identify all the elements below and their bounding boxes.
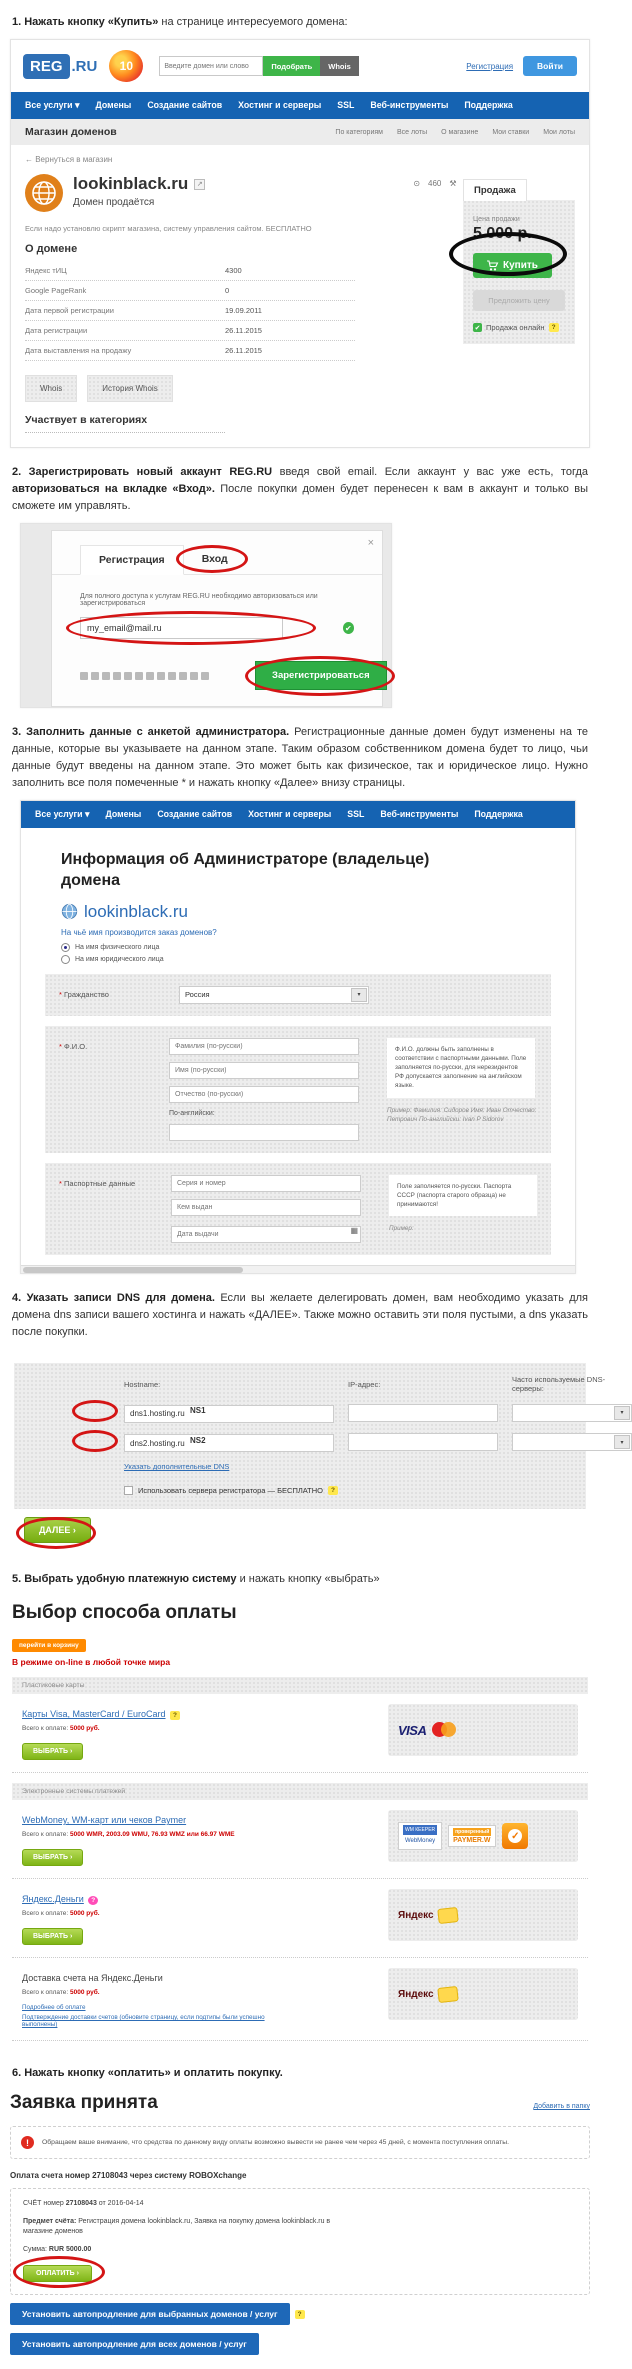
checkbox-checked-icon: ✔ (474, 324, 481, 332)
tab-register[interactable]: Регистрация (80, 545, 184, 575)
valid-check-icon: ✔ (343, 622, 354, 634)
tab-login[interactable] (184, 545, 246, 574)
nav-all-services[interactable]: Все услуги ▾ (35, 809, 90, 820)
step6-text (12, 2065, 588, 2082)
citizenship-value: Россия (185, 990, 210, 1000)
dns-panel (14, 1363, 624, 1536)
mastercard-logo (432, 1722, 458, 1738)
radio-company-row[interactable] (61, 955, 535, 964)
payment-logos (388, 1889, 578, 1941)
ns2-label: NS2 (190, 1435, 206, 1445)
yandex-logo: Яндекс (398, 1987, 458, 2002)
step6-bold: 6. Нажать кнопку «оплатить» и оплатить покупку. (12, 2067, 283, 2080)
common-dns-header: Часто используемые DNS-серверы: (512, 1375, 606, 1394)
nav-support[interactable]: Поддержка (464, 100, 513, 111)
main-nav (21, 801, 575, 828)
row-label: Дата первой регистрации (25, 306, 114, 316)
fio-panel (45, 1026, 551, 1153)
choose-button[interactable]: ВЫБРАТЬ › (22, 1743, 83, 1760)
sale-sidebar (463, 179, 575, 344)
ns1-label: NS1 (190, 1406, 206, 1416)
views-icon: ⊙ (413, 179, 421, 189)
whois-history-button[interactable]: История Whois (87, 375, 172, 402)
payment-logos (388, 1704, 578, 1756)
buy-button-label: Купить (503, 260, 538, 272)
domain-stats (413, 179, 469, 188)
passport-serial-field[interactable] (171, 1175, 361, 1192)
step5-rest: и нажать кнопку «выбрать» (236, 1573, 380, 1586)
regru-logo (23, 54, 97, 79)
row-value: 19.09.2011 (225, 306, 262, 316)
login-button[interactable]: Войти (523, 56, 577, 76)
firstname-field[interactable] (169, 1062, 359, 1079)
radio-selected-icon[interactable] (61, 943, 70, 952)
social-login-icons[interactable] (80, 672, 209, 680)
step2-text (12, 464, 588, 515)
payment-name: Доставка счета на Яндекс.Деньги (22, 1973, 163, 1984)
payment-details-link[interactable]: Подробнее об оплате (22, 2004, 86, 2012)
row-label: Google PageRank (25, 286, 87, 296)
about-domain-title: О домене (25, 243, 78, 256)
step2-bold2: авторизоваться на вкладке «Вход». (12, 483, 215, 496)
ip-header: IP-адрес: (348, 1379, 381, 1389)
form-domain-name: lookinblack.ru (84, 901, 188, 921)
sale-tab[interactable]: Продажа (463, 179, 527, 201)
payment-total: Всего к оплате: 5000 руб. (22, 1725, 100, 1733)
step4-text (12, 1290, 588, 1341)
middlename-field[interactable] (169, 1086, 359, 1103)
fio-label: * Ф.И.О. (59, 1041, 88, 1051)
secure-check-badge: ✓ (502, 1823, 528, 1849)
invoice-subject-line: Предмет счёта: Регистрация домена lookinblack.ru, Заявка на покупку домена lookinblack.ru в магазине доменов (23, 2217, 331, 2236)
step1-rest: на странице интересуемого домена: (158, 16, 348, 28)
nav-webtools[interactable]: Веб-инструменты (380, 809, 459, 820)
autorenew-selected-button[interactable]: Установить автопродление для выбранных доменов / услуг (10, 2303, 290, 2325)
nav-ssl[interactable]: SSL (347, 809, 365, 820)
bids-icon: ⚒ (449, 179, 457, 189)
hostname-header: Hostname: (124, 1379, 161, 1389)
seller-promo-text: Если надо установлю скрипт магазина, систему управления сайтом. БЕСПЛАТНО (25, 224, 312, 234)
lastname-field[interactable] (169, 1038, 359, 1055)
domain-search (159, 56, 358, 76)
email-row (80, 617, 354, 639)
step3-bold: 3. Заполнить данные с анкетой администратора. (12, 726, 290, 739)
price-value: 5 000 р. (473, 225, 532, 243)
help-icon[interactable]: ? (170, 1711, 180, 1720)
tab-login-label: Вход (201, 553, 228, 566)
screenshot-admin-form (20, 800, 576, 1274)
fio-note: Ф.И.О. должны быть заполнены в соответствии с паспортными данными. Поле заполняется по-русски, для нерезидентов РФ допускается заполнение на английском языке. (387, 1038, 535, 1098)
nav-site-creation[interactable]: Создание сайтов (157, 809, 233, 820)
radio-person-label: На имя физического лица (75, 943, 160, 951)
passport-example: Пример: (389, 1225, 414, 1233)
table-row (25, 321, 355, 341)
group-plastic-cards: Пластиковые карты (12, 1677, 588, 1694)
step2-bold1: 2. Зарегистрировать новый аккаунт REG.RU (12, 466, 273, 479)
citizenship-panel (45, 974, 551, 1016)
screenshot-regru-domain-page (10, 39, 590, 448)
step5-text (12, 1571, 588, 1588)
fio-example: Пример: Фамилия: Сидоров Имя: Иван Отчество: Петрович По-английски: Ivan P Sidorov (387, 1106, 537, 1124)
help-icon[interactable]: ? (549, 323, 559, 332)
horizontal-scrollbar[interactable] (21, 1265, 575, 1273)
shop-subnav (11, 119, 589, 145)
logo-reg: REG (23, 54, 70, 79)
chevron-down-icon: ▾ (614, 1435, 630, 1449)
next-button[interactable]: ДАЛЕЕ › (24, 1517, 91, 1543)
find-button[interactable]: Подобрать (263, 56, 320, 76)
payment-total: Всего к оплате: 5000 WMR, 2003.09 WMU, 76.93 WMZ или 66.97 WME (22, 1831, 235, 1839)
group-epayments: Электронные системы платежей (12, 1783, 588, 1800)
yandex-coin-icon (437, 1907, 458, 1924)
webmoney-logo: WM КЕЕPER WebMoney (398, 1822, 442, 1850)
nav-ssl[interactable]: SSL (337, 100, 355, 111)
help-icon-pink[interactable]: ? (88, 1896, 98, 1905)
order-name-question: На чьё имя производится заказ доменов? (61, 927, 217, 937)
shop-link-my-lots[interactable]: Мои лоты (543, 128, 575, 136)
online-sale-row (473, 323, 565, 332)
register-submit-button[interactable]: Зарегистрироваться (255, 661, 387, 690)
payment-section (10, 1602, 590, 2041)
price-label: Цена продажи (473, 216, 520, 224)
row-label: Дата регистрации (25, 326, 88, 336)
domain-title-block (73, 174, 205, 208)
main-nav (11, 92, 589, 119)
cart-icon (487, 261, 498, 271)
registrar-dns-row (124, 1486, 572, 1495)
passport-date-field[interactable] (171, 1226, 361, 1243)
nav-hosting[interactable]: Хостинг и серверы (248, 809, 332, 820)
step3-text (12, 724, 588, 792)
row-value: 26.11.2015 (225, 326, 262, 336)
english-name-label: По-английски: (169, 1109, 215, 1117)
anniversary-badge: 10 (109, 50, 143, 82)
passport-label: * Паспортные данные (59, 1178, 136, 1188)
step3-rest: Регистрационные данные домен будут изменены на те данные, которые вы указываете на данном этапе. Таким образом собственником домена будет то лицо, чьи данные будут введены на данном этапе. Это может быть как физическое, так и юридическое лицо. Нужно заполнить все поля помеченные * и нажать кнопку «Далее» внизу страницы. (12, 726, 589, 790)
globe-icon (61, 903, 78, 920)
shop-links (335, 129, 575, 136)
add-dns-link[interactable]: Указать дополнительные DNS (124, 1462, 230, 1472)
ns1-ip-field[interactable] (348, 1404, 498, 1422)
row-label: Яндекс тИЦ (25, 266, 67, 276)
step1-bold: 1. Нажать кнопку «Купить» (12, 16, 159, 28)
radio-company-label: На имя юридического лица (75, 955, 164, 963)
nav-domains[interactable]: Домены (105, 809, 142, 820)
row-value: 26.11.2015 (225, 346, 262, 356)
payment-logos (388, 1968, 578, 2020)
step5-bold: 5. Выбрать удобную платежную систему (12, 1573, 237, 1586)
ns2-common-select[interactable] (512, 1433, 632, 1451)
invoice-number-line: СЧЁТ номер 27108043 от 2016-04-14 (23, 2200, 144, 2208)
domain-name: lookinblack.ru (73, 174, 189, 194)
screenshot-register-modal (20, 523, 392, 708)
english-name-field[interactable] (169, 1124, 359, 1141)
invoice-confirm-link[interactable]: Подтверждение доставки счетов (обновите страницу, если подтипы были успешно выполнены) (22, 2014, 265, 2029)
radio-person-row[interactable] (61, 943, 535, 952)
table-row (25, 301, 355, 321)
sale-panel (463, 200, 575, 344)
order-accepted-title: Заявка принята (10, 2092, 158, 2114)
withdrawal-warning (10, 2126, 590, 2159)
choose-button[interactable]: ВЫБРАТЬ › (22, 1849, 83, 1866)
table-row (25, 281, 355, 301)
form-domain-row (61, 902, 535, 922)
table-row (25, 261, 355, 281)
citizenship-select[interactable] (179, 986, 369, 1004)
registrar-dns-label: Использовать сервера регистратора — БЕСПЛАТНО (138, 1486, 324, 1496)
nav-domains[interactable]: Домены (95, 100, 132, 111)
auth-tabs (52, 531, 382, 575)
highlight-ellipse-ns1 (72, 1400, 118, 1422)
step2-rest2: После покупки домен будет перенесен к вам в аккаунт и только вы сможете им управлять. (12, 483, 588, 513)
shop-link-about[interactable]: О магазине (441, 128, 479, 136)
step1-text (12, 14, 588, 31)
visa-logo: VISA (398, 1722, 427, 1738)
payment-item-webmoney (12, 1800, 588, 1879)
payment-name-link[interactable]: Яндекс.Деньги (22, 1894, 84, 1905)
yandex-logo: Яндекс (398, 1908, 458, 1923)
autorenew-all-button[interactable]: Установить автопродление для всех доменов / услуг (10, 2333, 259, 2355)
calendar-icon[interactable]: ▦ (350, 1225, 358, 1235)
checkbox-icon[interactable] (124, 1486, 133, 1495)
radio-icon[interactable] (61, 955, 70, 964)
header-right (466, 56, 577, 76)
domain-card (11, 145, 589, 447)
globe-icon (25, 174, 63, 212)
go-to-cart-button[interactable]: перейти в корзину (12, 1639, 86, 1652)
whois-buttons (25, 375, 575, 402)
nav-support[interactable]: Поддержка (474, 809, 523, 820)
admin-form (21, 828, 575, 1273)
register-link[interactable]: Регистрация (466, 61, 514, 71)
ns1-common-select[interactable] (512, 1404, 632, 1422)
domain-status: Домен продаётся (73, 197, 155, 209)
whois-button[interactable]: Whois (320, 56, 359, 76)
yandex-coin-icon (437, 1986, 458, 2003)
highlight-ellipse-ns2 (72, 1430, 118, 1452)
whois-card-button[interactable]: Whois (25, 375, 77, 402)
nav-webtools[interactable]: Веб-инструменты (370, 100, 449, 111)
add-to-folder-link[interactable]: Добавить в папку (533, 2103, 590, 2111)
warning-text: Обращаем ваше внимание, что средства по данному виду оплаты возможно вывести не ранее чем через 45 дней, с момента поступления оплаты. (42, 2139, 509, 2147)
shop-title: Магазин доменов (25, 126, 117, 139)
nav-site-creation[interactable]: Создание сайтов (147, 100, 223, 111)
help-icon[interactable]: ? (328, 1486, 338, 1495)
payment-title: Выбор способа оплаты (12, 1602, 237, 1624)
offer-price-button[interactable]: Предложить цену (473, 290, 565, 311)
row-value: 4300 (225, 266, 242, 276)
back-to-shop-link[interactable]: ← Вернуться в магазин (25, 155, 113, 165)
row-value: 0 (225, 286, 230, 296)
auth-modal (51, 530, 383, 707)
ns2-ip-field[interactable] (348, 1433, 498, 1451)
invoice-header: Оплата счета номер 27108043 через систему ROBOXchange (10, 2171, 247, 2181)
nav-all-services[interactable]: Все услуги ▾ (25, 100, 80, 111)
step2-rest1: введя свой email. Если аккаунт у вас уже есть, тогда (272, 466, 588, 479)
logo-ru: .RU (71, 57, 98, 75)
search-input[interactable] (159, 56, 263, 76)
chevron-down-icon: ▾ (614, 1406, 630, 1420)
passport-panel (45, 1163, 551, 1255)
site-header (11, 40, 589, 92)
modal-bottom-row (80, 661, 370, 690)
shop-link-all-lots[interactable]: Все лоты (396, 128, 428, 136)
payment-name-link[interactable]: WebMoney, WM-карт или чеков Paymer (22, 1815, 187, 1826)
order-accepted-section (10, 2092, 590, 2355)
payment-item-yandex-invoice (12, 1958, 588, 2041)
payment-logos (388, 1810, 578, 1862)
external-link-icon[interactable]: ↗ (194, 179, 205, 190)
shop-link-my-bids[interactable]: Мои ставки (492, 128, 530, 136)
step4-bold: 4. Указать записи DNS для домена. (12, 1291, 215, 1304)
payment-item-yandex (12, 1879, 588, 1958)
online-sale-label: Продажа онлайн (486, 323, 545, 333)
row-label: Дата выставления на продажу (25, 346, 132, 356)
about-domain-table (25, 261, 355, 361)
ns2-hostname-field[interactable] (124, 1434, 334, 1452)
admin-form-title: Информация об Администраторе (владельце) домена (61, 851, 430, 890)
shop-link-categories[interactable]: По категориям (335, 128, 383, 136)
payment-total: Всего к оплате: 5000 руб. (22, 1910, 100, 1918)
step4-rest: Если вы желаете делегировать домен, вам необходимо указать для домена dns записи вашего хостинга и нажать «ДАЛЕЕ». Также можно оставить эти поля пустыми, а dns указать после покупки. (12, 1291, 588, 1339)
help-icon[interactable]: ? (295, 2310, 305, 2319)
ns1-hostname-field[interactable] (124, 1405, 334, 1423)
warning-icon: ! (21, 2136, 34, 2149)
views-count: 460 (428, 179, 442, 189)
invoice-sum-line: Сумма: RUR 5000.00 (23, 2245, 92, 2253)
scrollbar-thumb[interactable] (23, 1267, 243, 1273)
invoice-box (10, 2188, 590, 2295)
auth-info-text: Для полного доступа к услугам REG.RU необходимо авторизоваться или зарегистрироваться (80, 593, 318, 608)
payment-item-cards (12, 1694, 588, 1773)
chevron-down-icon: ▾ (351, 988, 367, 1002)
table-row (25, 341, 355, 361)
email-field[interactable] (80, 617, 283, 639)
nav-hosting[interactable]: Хостинг и серверы (238, 100, 322, 111)
passport-note: Поле заполняется по-русски. Паспорта СССР (паспорта старого образца) не принимаются! (389, 1175, 537, 1216)
citizenship-label: * Гражданство (59, 989, 109, 999)
payment-total: Всего к оплате: 5000 руб. (22, 1989, 100, 1997)
payment-name-link[interactable]: Карты Visa, MasterCard / EuroCard (22, 1709, 166, 1720)
categories-title: Участвует в категориях (25, 414, 225, 433)
screenshot-dns-form (10, 1349, 624, 1549)
online-note: В режиме on-line в любой точке мира (12, 1657, 171, 1668)
passport-issued-field[interactable] (171, 1199, 361, 1216)
close-icon[interactable]: × (367, 537, 374, 550)
buy-button[interactable] (473, 253, 552, 278)
pay-button[interactable]: ОПЛАТИТЬ › (23, 2265, 92, 2282)
paymer-logo: проверенный PAYMER.W (448, 1825, 496, 1847)
choose-button[interactable]: ВЫБРАТЬ › (22, 1928, 83, 1945)
